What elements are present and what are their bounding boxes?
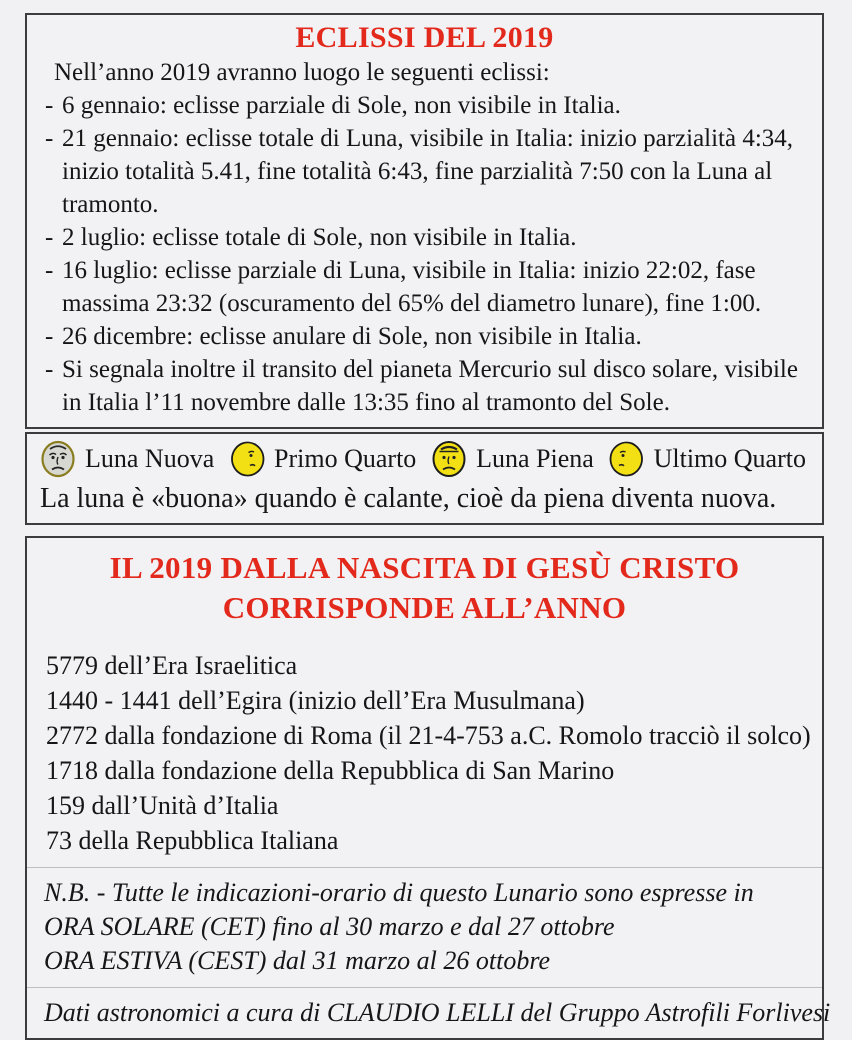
bullet-dash: - [45, 356, 54, 383]
eclipse-item [40, 89, 809, 122]
nb-line: ORA SOLARE (CET) fino al 30 marzo e dal 27 ottobre [44, 912, 615, 941]
eclipse-item [40, 122, 809, 221]
separator-line [27, 987, 822, 988]
eclipse-item-text: 2 luglio: eclisse totale di Sole, non visibile in Italia. [62, 224, 577, 251]
legend-item-first-quarter [229, 440, 416, 478]
bullet-dash: - [45, 125, 54, 152]
legend-item-full-moon [431, 440, 594, 478]
moon-phase-row [40, 440, 812, 478]
first-quarter-icon [229, 440, 265, 478]
nb-note [40, 876, 809, 978]
eclipse-item [40, 221, 809, 254]
year-line: 5779 dell’Era Israelitica [46, 651, 298, 680]
new-moon-icon [40, 440, 76, 478]
years-title-line1: IL 2019 DALLA NASCITA DI GESÙ CRISTO [109, 550, 740, 585]
eclipse-item-text: 21 gennaio: eclisse totale di Luna, visibile in Italia: inizio parzialità 4:34, inizio totalità 5.41, fine totalità 6:43, fine parzialità 7:50 con la Luna al tramonto. [62, 125, 794, 218]
nb-line: N.B. - Tutte le indicazioni-orario di questo Lunario sono espresse in [44, 878, 754, 907]
nb-line: ORA ESTIVA (CEST) dal 31 marzo al 26 ottobre [44, 946, 551, 975]
year-line: 159 dall’Unità d’Italia [46, 791, 279, 820]
eclipse-item-text: 6 gennaio: eclisse parziale di Sole, non visibile in Italia. [62, 92, 621, 119]
year-line: 1440 - 1441 dell’Egira (inizio dell’Era Musulmana) [46, 686, 585, 715]
years-list [40, 648, 809, 858]
years-section [25, 536, 831, 1040]
eclipse-item-text: 26 dicembre: eclisse anulare di Sole, non visibile in Italia. [62, 323, 642, 350]
eclipse-item [40, 254, 809, 320]
credit-line: Dati astronomici a cura di CLAUDIO LELLI del Gruppo Astrofili Forlivesi [44, 998, 831, 1027]
legend-note: La luna è «buona» quando è calante, cioè da piena diventa nuova. [40, 483, 777, 514]
years-title-line2: CORRISPONDE ALL’ANNO [222, 590, 627, 625]
full-moon-icon [431, 440, 467, 478]
eclipse-item-text: Si segnala inoltre il transito del pianeta Mercurio sul disco solare, visibile in Italia l’11 novembre dalle 13:35 fino al tramonto del Sole. [62, 356, 798, 416]
legend-label: Luna Nuova [85, 444, 215, 473]
legend-label: Ultimo Quarto [653, 444, 806, 473]
bullet-dash: - [45, 224, 54, 251]
bullet-dash: - [45, 257, 54, 284]
eclipse-item [40, 353, 809, 419]
eclipses-section [25, 13, 824, 429]
year-line: 73 della Repubblica Italiana [46, 826, 339, 855]
legend-label: Luna Piena [476, 444, 594, 473]
year-line: 1718 dalla fondazione della Repubblica di San Marino [46, 756, 615, 785]
moon-phase-legend [25, 432, 824, 525]
eclipse-item-text: 16 luglio: eclisse parziale di Luna, visibile in Italia: inizio 22:02, fase massima 23:32 (oscuramento del 65% del diametro lunare), fine 1:00. [62, 257, 762, 317]
year-line: 2772 dalla fondazione di Roma (il 21-4-753 a.C. Romolo tracciò il solco) [46, 721, 811, 750]
eclipses-title: ECLISSI DEL 2019 [295, 21, 554, 54]
legend-item-last-quarter [609, 440, 806, 478]
legend-item-new-moon [40, 440, 214, 478]
last-quarter-icon [609, 440, 645, 478]
legend-label: Primo Quarto [274, 444, 417, 473]
eclipse-item [40, 320, 809, 353]
eclipses-intro: Nell’anno 2019 avranno luogo le seguenti eclissi: [54, 59, 550, 86]
separator-line [27, 867, 822, 868]
bullet-dash: - [45, 92, 54, 119]
bullet-dash: - [45, 323, 54, 350]
